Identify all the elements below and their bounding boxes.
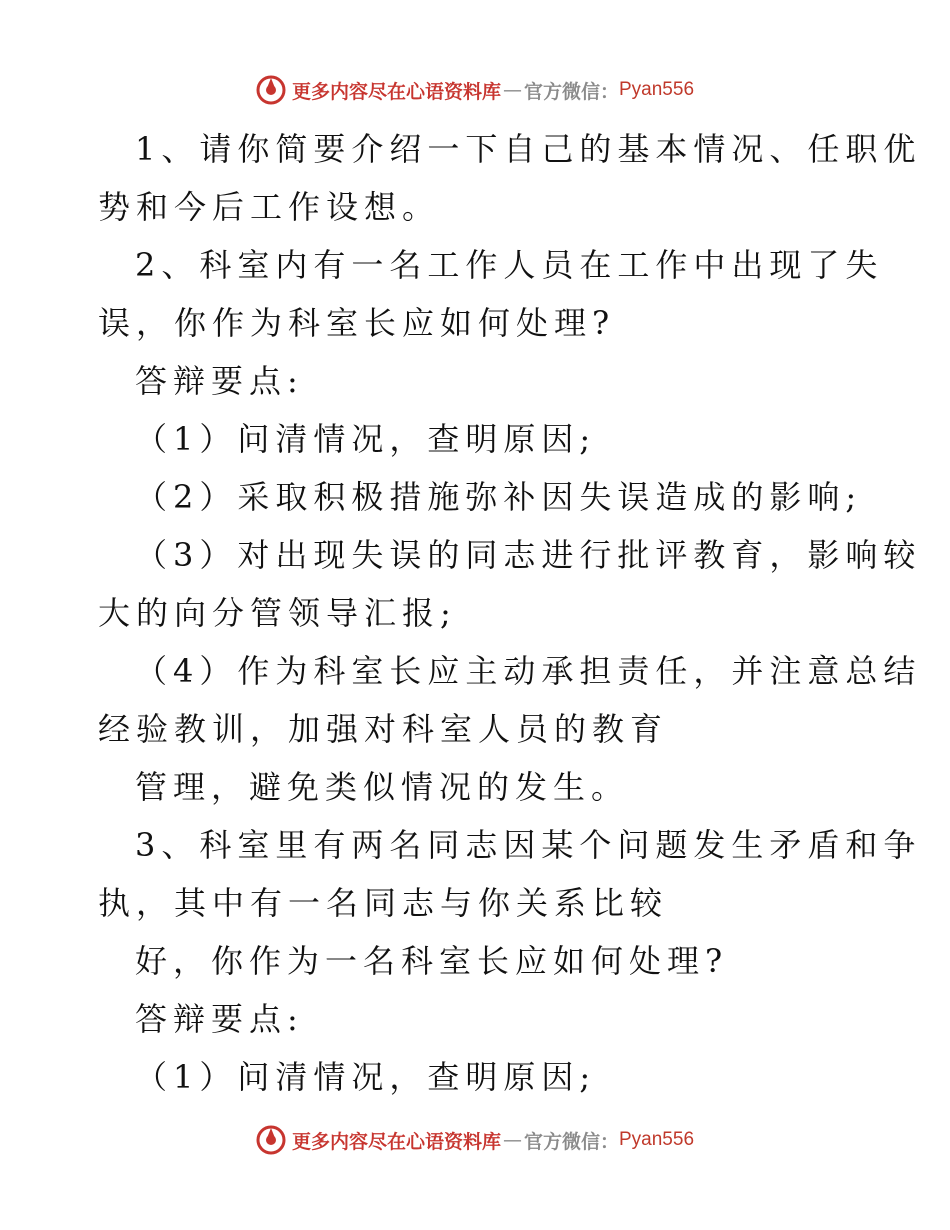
text-line: （4）作为科室长应主动承担责任，并注意总结 bbox=[135, 652, 922, 690]
pen-logo-icon bbox=[256, 75, 286, 105]
text-line: 执，其中有一名同志与你关系比较 bbox=[98, 884, 669, 922]
banner-id: Pyan556 bbox=[619, 79, 695, 100]
text-line: （2）采取积极措施弥补因失误造成的影响; bbox=[135, 478, 863, 516]
banner-main: 更多内容尽在心语资料库 bbox=[291, 80, 501, 103]
text-line: 好，你作为一名科室长应如何处理? bbox=[135, 942, 729, 980]
text-line: 误，你作为科室长应如何处理? bbox=[98, 304, 616, 342]
footer-banner bbox=[0, 1120, 950, 1160]
text-line: 3、科室里有两名同志因某个问题发生矛盾和争 bbox=[135, 826, 922, 864]
text-line: 答辩要点: bbox=[135, 362, 304, 400]
banner-dash: — bbox=[502, 1129, 522, 1151]
banner-sub: 官方微信： bbox=[523, 1130, 619, 1153]
text-line: 1、请你简要介绍一下自己的基本情况、任职优 bbox=[135, 130, 922, 168]
banner-id: Pyan556 bbox=[619, 1129, 695, 1150]
text-line: 答辩要点: bbox=[135, 1000, 304, 1038]
banner-text bbox=[292, 77, 694, 104]
banner-sub: 官方微信： bbox=[523, 80, 619, 103]
text-line: 管理，避免类似情况的发生。 bbox=[135, 768, 630, 806]
header-banner bbox=[0, 70, 950, 110]
document-body bbox=[98, 120, 922, 1106]
text-line: （1）问清情况，查明原因; bbox=[135, 1058, 597, 1096]
banner-dash: — bbox=[502, 79, 522, 101]
text-line: 势和今后工作设想。 bbox=[98, 188, 441, 226]
text-line: 经验教训，加强对科室人员的教育 bbox=[98, 710, 669, 748]
text-line: （3）对出现失误的同志进行批评教育，影响较 bbox=[135, 536, 922, 574]
banner-main: 更多内容尽在心语资料库 bbox=[291, 1130, 501, 1153]
banner-text bbox=[292, 1127, 694, 1154]
text-line: 2、科室内有一名工作人员在工作中出现了失 bbox=[135, 246, 884, 284]
pen-logo-icon bbox=[256, 1125, 286, 1155]
text-line: 大的向分管领导汇报; bbox=[98, 594, 457, 632]
text-line: （1）问清情况，查明原因; bbox=[135, 420, 597, 458]
